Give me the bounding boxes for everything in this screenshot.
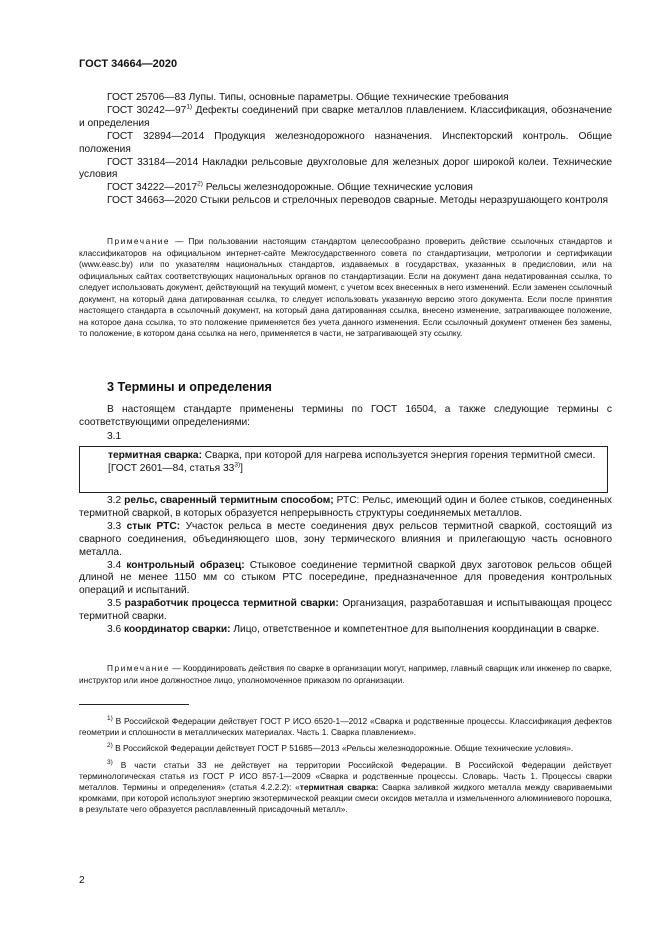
references-list bbox=[79, 92, 612, 208]
term-definition-box bbox=[79, 446, 608, 493]
term-item: 3.2 рельс, сваренный термитным способом; РТС: Рельс, имеющий один и более стыков, соединенных термитной сваркой, в которых образуется непрерывность структуры соединяемых металлов. bbox=[79, 495, 612, 519]
term-item: 3.5 разработчик процесса термитной сварки: Организация, разработавшая и испытывающая процесс термитной сварки. bbox=[79, 598, 612, 623]
document-code-header: ГОСТ 34664—2020 bbox=[79, 58, 178, 70]
references-note: Примечание — При пользовании настоящим стандартом целесообразно проверить действие ссылочных стандартов и классификаторов на официальном интернет-сайте Межгосударственного совета по стандартизации, метрологии и сертификации (www.easc.by) или по указателям национальных стандартов, издаваемых в государствах, указанных в предисловии, или на официальных сайтах соответствующих национальных органов по стандартизации. Если на документ дана недатированная ссылка, то следует использовать документ, действующий на текущий момент, с учетом всех внесенных в него изменений. Если заменен ссылочный документ, на который дана датированная ссылка, то следует использовать указанную версию этого документа. Если после принятия настоящего стандарта в ссылочный документ, на который дана датированная ссылка, внесено изменение, затрагивающее положение, на которое дана ссылка, то это положение применяется без учета данного изменения. Если ссылочный документ отменен без замены, то положение, в котором дана ссылка на него, применяется в части, не затрагивающей эту ссылку. bbox=[79, 236, 612, 338]
reference-item: ГОСТ 33184—2014 Накладки рельсовые двухголовые для железных дорог широкой колеи. Технические условия bbox=[79, 156, 612, 181]
terms-list bbox=[79, 495, 612, 637]
terms-note: Примечание — Координировать действия по сварке в организации могут, например, главный сварщик или инженер по сварке, инструктор или иное должностное лицо, уполномоченное приказом по организации. bbox=[79, 663, 612, 685]
term-3-1: термитная сварка: Сварка, при которой для нагрева используется энергия горения термитной смеси. [ГОСТ 2601—84, статья 33$^{3)}$] bbox=[108, 450, 596, 474]
footnote-3: $^{3)}$ В части статьи 33 не действует на территории Российской Федерации. В Российской Федерации действует терминологическая статья из ГОСТ Р ИСО 857-1—2009 «Сварка и родственные процессы. Словарь. Часть 1. Процессы сварки металлов. Термины и определения» (статья 4.2.2.2): «термитная сварка: Сварка заливкой жидкого металла между свариваемыми кромками, при которой используют энергию экзотермической реакции смеси оксидов металла и измельченного алюминиевого порошка, в результате чего образуется расплавленный присадочный металл». bbox=[79, 758, 612, 815]
footnote-divider bbox=[79, 704, 189, 705]
footnote-1: $^{1)}$ В Российской Федерации действует ГОСТ Р ИСО 6520-1—2012 «Сварка и родственные процессы. Классификация дефектов геометрии и сплошности в металлических материалах. Часть 1. Сварка плавлением». bbox=[79, 715, 612, 738]
section-intro: В настоящем стандарте применены термины по ГОСТ 16504, а также следующие термины с соответствующими определениями: bbox=[79, 404, 612, 428]
section-heading: 3 Термины и определения bbox=[107, 380, 272, 394]
footnote-2: $^{2)}$ В Российской Федерации действует ГОСТ Р 51685—2013 «Рельсы железнодорожные. Общие технические условия». bbox=[107, 742, 574, 754]
reference-item: ГОСТ 34222—2017$^{2)}$ Рельсы железнодорожные. Общие технические условия bbox=[107, 180, 473, 194]
reference-item: ГОСТ 30242—97$^{1)}$ Дефекты соединений при сварке металлов плавлением. Классификация, обозначение и определения bbox=[79, 103, 612, 129]
term-item: 3.3 стык РТС: Участок рельса в месте соединения двух рельсов термитной сваркой, состоящий из сварного соединения, объединяющего шов, зону термического влияния и прилегающую часть основного металла. bbox=[79, 520, 612, 558]
term-item: 3.6 координатор сварки: Лицо, ответственное и компетентное для выполнения координации в сварке. bbox=[107, 624, 600, 636]
term-item: 3.4 контрольный образец: Стыковое соединение термитной сваркой двух заготовок рельсов общей длиной не менее 1150 мм со стыком РТС посередине, предназначенное для проведения контрольных операций и испытаний. bbox=[79, 559, 613, 597]
reference-item: ГОСТ 25706—83 Лупы. Типы, основные параметры. Общие технические требования bbox=[107, 92, 509, 103]
page-number: 2 bbox=[79, 875, 85, 886]
item-number-3-1: 3.1 bbox=[107, 431, 122, 442]
footnotes bbox=[79, 716, 612, 816]
reference-item: ГОСТ 32894—2014 Продукция железнодорожного назначения. Инспекторский контроль. Общие положения bbox=[79, 130, 612, 155]
reference-item: ГОСТ 34663—2020 Стыки рельсов и стрелочных переводов сварные. Методы неразрушающего контроля bbox=[107, 195, 609, 207]
